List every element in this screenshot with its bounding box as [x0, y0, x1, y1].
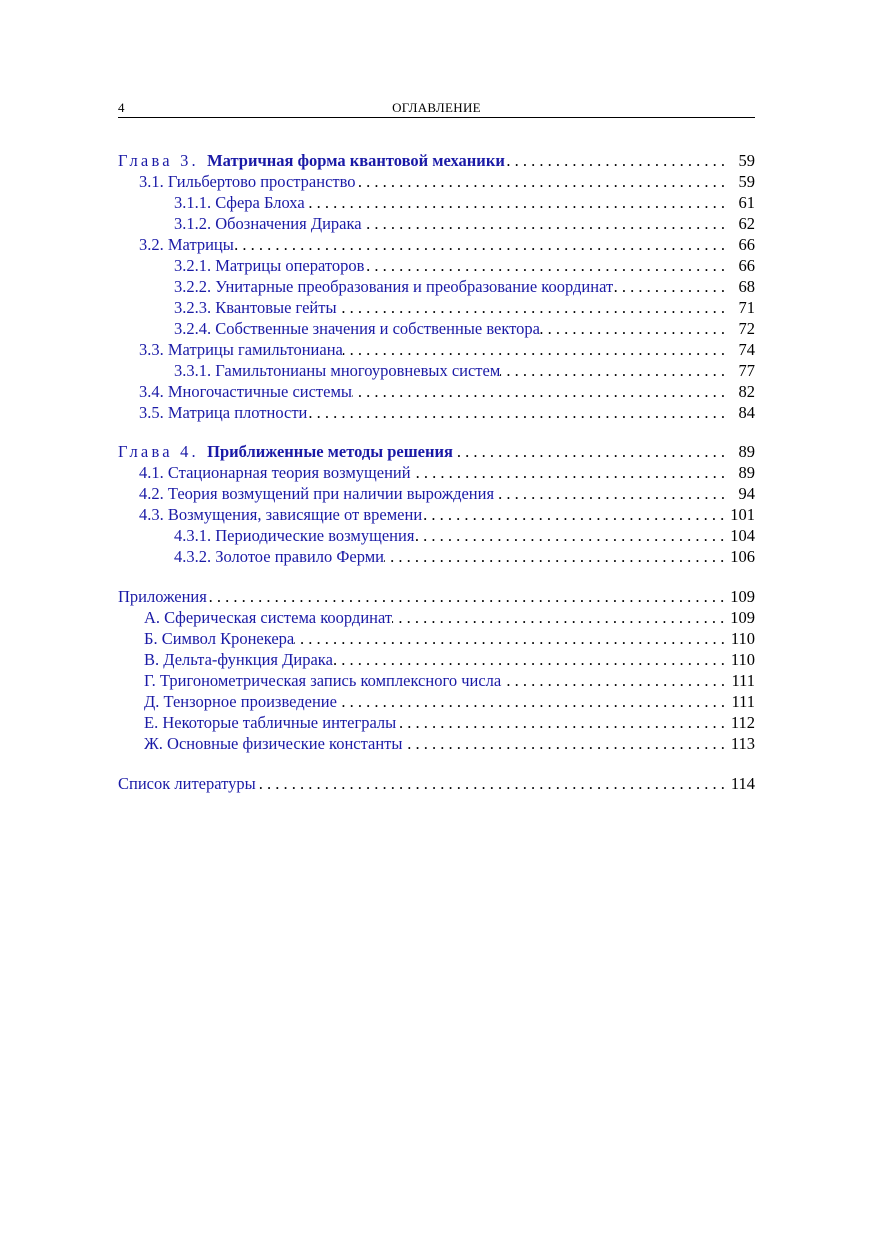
page-ref: 109	[730, 587, 755, 606]
toc-entry[interactable]	[118, 213, 755, 234]
page-ref: 74	[738, 340, 755, 359]
leader-dots	[613, 276, 731, 297]
page-ref: 113	[730, 734, 755, 753]
toc-entry[interactable]	[118, 402, 755, 423]
entry-title: 3.1.1. Сфера Блоха	[174, 193, 305, 212]
entry-title: 3.1.2. Обозначения Дирака	[174, 214, 362, 233]
toc-entry[interactable]	[118, 318, 755, 339]
spacer	[118, 754, 755, 773]
table-of-contents	[118, 150, 755, 794]
entry-title: 3.2.2. Унитарные преобразования и преобразование координат	[174, 277, 614, 296]
page-ref: 71	[738, 298, 755, 317]
leader-dots	[500, 360, 731, 381]
page-ref: 59	[738, 172, 755, 191]
entry-title: Б. Символ Кронекера	[144, 629, 295, 648]
leader-dots	[392, 607, 730, 628]
entry-title: 3.2.3. Квантовые гейты	[174, 298, 337, 317]
toc-entry[interactable]	[118, 525, 755, 546]
toc-entry[interactable]	[118, 649, 755, 670]
leader-dots	[333, 649, 731, 670]
leader-dots	[356, 171, 731, 192]
leader-dots	[411, 462, 731, 483]
page-ref: 84	[738, 403, 755, 422]
toc-entry[interactable]	[118, 255, 755, 276]
leader-dots	[453, 441, 731, 462]
toc-appendix[interactable]	[118, 586, 755, 607]
leader-dots	[307, 402, 731, 423]
leader-dots	[343, 339, 731, 360]
toc-entry[interactable]	[118, 504, 755, 525]
chapter-title: Приближенные методы решения	[207, 442, 453, 461]
entry-title: 3.2.1. Матрицы операторов	[174, 256, 365, 275]
toc-entry[interactable]	[118, 546, 755, 567]
toc-entry[interactable]	[118, 712, 755, 733]
entry-title: 4.3.2. Золотое правило Ферми	[174, 547, 384, 566]
page-ref: 112	[730, 713, 755, 732]
entry-title: 3.3. Матрицы гамильтониана	[139, 340, 343, 359]
entry-title: 4.3.1. Периодические возмущения	[174, 526, 415, 545]
toc-bibliography[interactable]	[118, 773, 755, 794]
page-ref: 77	[738, 361, 755, 380]
entry-title: 3.5. Матрица плотности	[139, 403, 308, 422]
leader-dots	[396, 712, 731, 733]
page-ref: 114	[730, 774, 755, 793]
entry-title: А. Сферическая система координат	[144, 608, 393, 627]
leader-dots	[501, 670, 731, 691]
entry-title: 3.1. Гильбертово пространство	[139, 172, 356, 191]
page-ref: 104	[730, 526, 755, 545]
page-ref: 111	[731, 671, 755, 690]
leader-dots	[422, 504, 730, 525]
toc-entry[interactable]	[118, 171, 755, 192]
page-ref: 89	[738, 463, 755, 482]
page-ref: 106	[730, 547, 755, 566]
leader-dots	[337, 691, 731, 712]
leader-dots	[352, 381, 731, 402]
toc-entry[interactable]	[118, 733, 755, 754]
entry-title: Г. Тригонометрическая запись комплексного числа	[144, 671, 502, 690]
toc-chapter-3[interactable]	[118, 150, 755, 171]
running-title: ОГЛАВЛЕНИЕ	[392, 100, 481, 115]
entry-title: Ж. Основные физические константы	[144, 734, 403, 753]
toc-entry[interactable]	[118, 691, 755, 712]
running-header	[118, 99, 755, 118]
toc-entry[interactable]	[118, 607, 755, 628]
leader-dots	[337, 297, 731, 318]
entry-title: 3.2. Матрицы	[139, 235, 234, 254]
entry-title: 4.1. Стационарная теория возмущений	[139, 463, 411, 482]
page-ref: 72	[738, 319, 755, 338]
spacer	[118, 567, 755, 586]
bibliography-title: Список литературы	[118, 774, 256, 793]
entry-title: 3.2.4. Собственные значения и собственные вектора	[174, 319, 540, 338]
leader-dots	[256, 773, 731, 794]
entry-title: Е. Некоторые табличные интегралы	[144, 713, 397, 732]
entry-title: 4.2. Теория возмущений при наличии вырождения	[139, 484, 495, 503]
leader-dots	[402, 733, 730, 754]
chapter-title: Матричная форма квантовой механики	[207, 151, 505, 170]
toc-entry[interactable]	[118, 339, 755, 360]
leader-dots	[207, 586, 730, 607]
leader-dots	[414, 525, 730, 546]
page-ref: 109	[730, 608, 755, 627]
page-ref: 110	[730, 650, 755, 669]
leader-dots	[384, 546, 730, 567]
toc-entry[interactable]	[118, 483, 755, 504]
page-ref: 110	[730, 629, 755, 648]
page-ref: 94	[738, 484, 755, 503]
page-ref: 68	[738, 277, 755, 296]
leader-dots	[234, 234, 731, 255]
appendix-title: Приложения	[118, 587, 207, 606]
page-ref: 61	[738, 193, 755, 212]
leader-dots	[505, 150, 731, 171]
toc-entry[interactable]	[118, 276, 755, 297]
leader-dots	[294, 628, 731, 649]
toc-entry[interactable]	[118, 297, 755, 318]
leader-dots	[362, 213, 731, 234]
page-ref: 66	[738, 256, 755, 275]
chapter-label: Глава 4.	[118, 442, 199, 461]
toc-chapter-4[interactable]	[118, 441, 755, 462]
toc-entry[interactable]	[118, 234, 755, 255]
toc-entry[interactable]	[118, 628, 755, 649]
page-ref: 111	[731, 692, 755, 711]
entry-title: 3.3.1. Гамильтонианы многоуровневых систем	[174, 361, 501, 380]
toc-entry[interactable]	[118, 192, 755, 213]
page-ref: 82	[738, 382, 755, 401]
toc-entry[interactable]	[118, 360, 755, 381]
leader-dots	[364, 255, 731, 276]
entry-title: В. Дельта-функция Дирака	[144, 650, 333, 669]
entry-title: Д. Тензорное произведение	[144, 692, 337, 711]
leader-dots	[540, 318, 731, 339]
toc-entry[interactable]	[118, 381, 755, 402]
leader-dots	[494, 483, 731, 504]
leader-dots	[305, 192, 731, 213]
page-ref: 62	[738, 214, 755, 233]
page-ref: 66	[738, 235, 755, 254]
chapter-label: Глава 3.	[118, 151, 199, 170]
toc-entry[interactable]	[118, 670, 755, 691]
spacer	[118, 423, 755, 441]
page-ref: 101	[730, 505, 755, 524]
page-number: 4	[118, 100, 125, 115]
entry-title: 3.4. Многочастичные системы	[139, 382, 352, 401]
toc-entry[interactable]	[118, 462, 755, 483]
entry-title: 4.3. Возмущения, зависящие от времени	[139, 505, 423, 524]
page-ref: 59	[738, 151, 755, 170]
page-ref: 89	[738, 442, 755, 461]
